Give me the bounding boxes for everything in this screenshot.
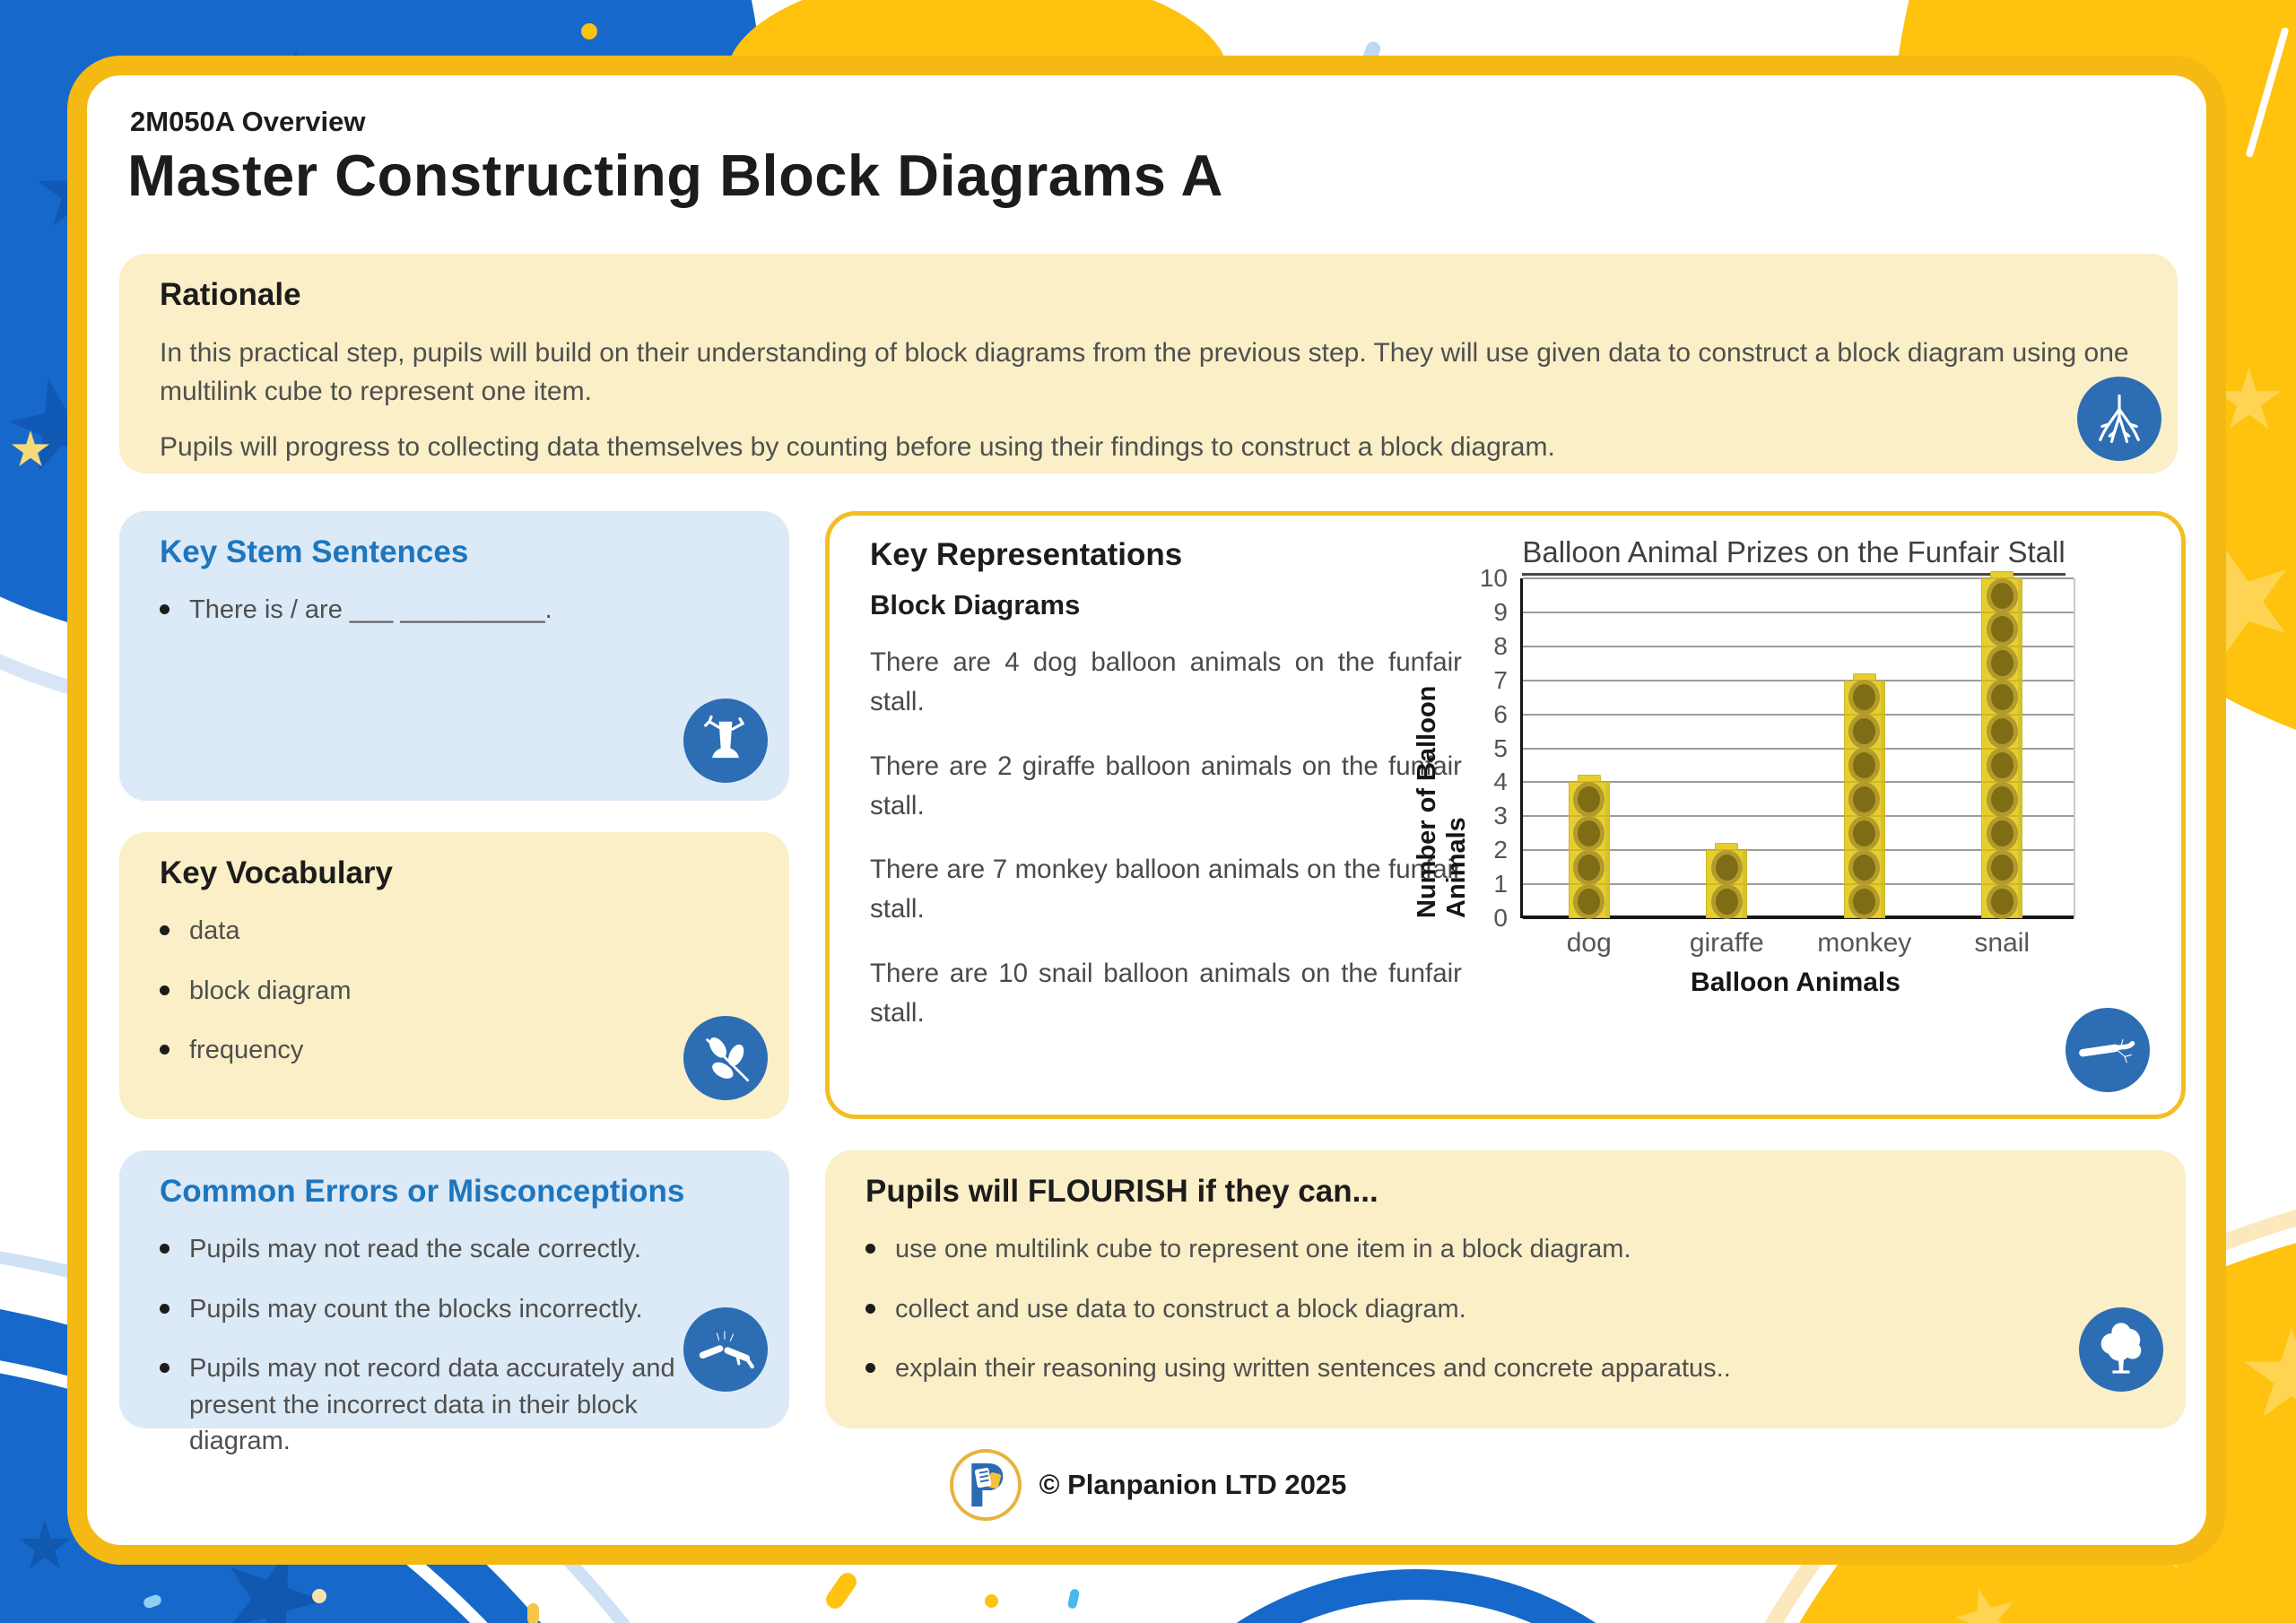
x-category-label: giraffe <box>1689 928 1764 958</box>
document-code: 2M050A Overview <box>130 106 366 137</box>
common-errors-list <box>160 1231 749 1460</box>
rationale-paragraphs <box>160 334 2137 467</box>
flourish-list <box>865 1231 2145 1387</box>
bullet-text: Pupils may not read the scale correctly. <box>189 1235 641 1263</box>
cube-stud <box>1578 820 1600 846</box>
planpanion-logo <box>950 1449 1022 1521</box>
multilink-cube <box>1981 749 2022 783</box>
cube-stud <box>1716 855 1738 881</box>
paragraph: There are 4 dog balloon animals on the funfair stall. <box>870 647 1462 717</box>
flourish-heading: Pupils will FLOURISH if they can... <box>865 1174 1378 1209</box>
cube-nub <box>1715 843 1738 850</box>
cube-stud <box>1578 786 1600 812</box>
y-tick-label: 0 <box>1493 904 1508 932</box>
common-errors-section <box>119 1150 789 1456</box>
list-item <box>865 1350 2145 1387</box>
chart-title: Balloon Animal Prizes on the Funfair Stall <box>1507 535 2081 569</box>
cube-stud <box>1991 855 2013 881</box>
decorative-arc <box>1090 1569 1743 1623</box>
paragraph: There are 10 snail balloon animals on the funfair stall. <box>870 958 1462 1028</box>
multilink-cube <box>1569 782 1610 816</box>
multilink-cube <box>1981 884 2022 918</box>
paragraph: In this practical step, pupils will build on their understanding of block diagrams from the previous step. They will use given data to construct a block diagram using one multilink cube to represent one item. <box>160 338 2129 406</box>
bullet-text: collect and use data to construct a block diagram. <box>895 1294 1466 1324</box>
bullet-dot <box>865 1244 875 1254</box>
confetti <box>312 1589 326 1603</box>
bullet-text: Pupils may count the blocks incorrectly. <box>189 1294 643 1324</box>
tree-icon <box>2079 1307 2163 1392</box>
confetti <box>822 1569 860 1612</box>
rationale-heading: Rationale <box>160 277 301 312</box>
cube-bar <box>1706 843 1747 918</box>
multilink-cube <box>1981 816 2022 850</box>
paragraph: There are 2 giraffe balloon animals on the funfair stall. <box>870 751 1462 820</box>
key-stem-sentences-list <box>160 592 749 629</box>
list-item <box>160 913 749 950</box>
x-category-label: snail <box>1974 928 2031 958</box>
cube-bar <box>1569 775 1610 918</box>
y-tick-label: 6 <box>1493 699 1508 728</box>
multilink-cube <box>1981 578 2022 612</box>
bullet-dot <box>160 1363 170 1373</box>
list-item <box>160 1032 749 1069</box>
multilink-cube <box>1844 782 1885 816</box>
chart-y-ticks <box>1470 564 1511 932</box>
bullet-text: data <box>189 916 240 945</box>
multilink-cube <box>1706 884 1747 918</box>
flourish-section <box>825 1150 2186 1428</box>
cube-stud <box>1991 786 2013 812</box>
key-representations-heading: Key Representations <box>870 537 1183 572</box>
cube-stud <box>1991 752 2013 778</box>
key-representations-section <box>825 511 2186 1119</box>
bullet-text: Pupils may not record data accurately and present the incorrect data in their block diagram. <box>189 1354 675 1456</box>
cube-stud <box>1578 855 1600 881</box>
bullet-dot <box>160 604 170 614</box>
bullet-text: block diagram <box>189 976 352 1005</box>
list-item <box>160 1231 698 1268</box>
cube-stud <box>1991 889 2013 915</box>
y-tick-label: 5 <box>1493 733 1508 762</box>
cube-stud <box>1991 718 2013 744</box>
bullet-dot <box>160 1045 170 1055</box>
cube-stud <box>1991 650 2013 676</box>
cube-stud <box>1853 684 1875 710</box>
multilink-cube <box>1981 850 2022 884</box>
confetti <box>581 23 597 39</box>
key-representations-paragraphs <box>870 643 1462 1057</box>
cube-stud <box>1991 616 2013 642</box>
multilink-cube <box>1844 884 1885 918</box>
multilink-cube <box>1844 681 1885 715</box>
cube-stud <box>1853 820 1875 846</box>
cube-stud <box>1991 820 2013 846</box>
chart-bars <box>1520 578 2071 918</box>
confetti <box>985 1594 998 1608</box>
bullet-text: There is / are ___ __________. <box>189 595 552 624</box>
bullet-dot <box>160 1244 170 1254</box>
multilink-cube <box>1981 681 2022 715</box>
x-category-label: dog <box>1566 928 1612 958</box>
list-item <box>160 973 749 1010</box>
y-tick-label: 1 <box>1493 870 1508 898</box>
bullet-dot <box>160 1304 170 1314</box>
bullet-text: use one multilink cube to represent one item in a block diagram. <box>895 1235 1631 1263</box>
rationale-section <box>119 254 2178 473</box>
cube-stud <box>1853 718 1875 744</box>
cube-stud <box>1853 889 1875 915</box>
chart-x-axis-label: Balloon Animals <box>1691 968 1900 997</box>
multilink-cube <box>1569 884 1610 918</box>
cube-stud <box>1853 786 1875 812</box>
broken-branch-icon <box>683 1307 768 1392</box>
multilink-cube <box>1844 749 1885 783</box>
multilink-cube <box>1569 816 1610 850</box>
cube-bar <box>1981 571 2022 918</box>
y-tick-label: 2 <box>1493 836 1508 864</box>
cube-nub <box>1990 571 2013 578</box>
key-representations-subheading: Block Diagrams <box>870 589 1081 621</box>
multilink-cube <box>1844 816 1885 850</box>
confetti <box>1067 1588 1080 1610</box>
y-tick-label: 3 <box>1493 802 1508 830</box>
key-vocabulary-heading: Key Vocabulary <box>160 855 394 890</box>
cube-stud <box>1853 752 1875 778</box>
cube-stud <box>1991 684 2013 710</box>
list-item <box>160 1291 698 1328</box>
multilink-cube <box>1706 850 1747 884</box>
cube-stud <box>1991 583 2013 609</box>
bullet-dot <box>865 1304 875 1314</box>
bullet-dot <box>160 985 170 995</box>
y-tick-label: 10 <box>1479 564 1508 592</box>
bullet-text: explain their reasoning using written sentences and concrete apparatus.. <box>895 1354 1731 1384</box>
paragraph: Pupils will progress to collecting data themselves by counting before using their findings to construct a block diagram. <box>160 432 1555 463</box>
multilink-cube <box>1844 850 1885 884</box>
common-errors-heading: Common Errors or Misconceptions <box>160 1174 685 1209</box>
multilink-cube <box>1569 850 1610 884</box>
copyright-text: © Planpanion LTD 2025 <box>1039 1469 1347 1500</box>
cube-bar <box>1844 673 1885 918</box>
tree-trunk-icon <box>683 699 768 783</box>
list-item <box>865 1291 2145 1328</box>
multilink-cube <box>1844 715 1885 749</box>
cube-stud <box>1853 855 1875 881</box>
cube-stud <box>1716 889 1738 915</box>
multilink-cube <box>1981 647 2022 681</box>
footer <box>0 1442 2296 1528</box>
y-tick-label: 8 <box>1493 631 1508 660</box>
multilink-cube <box>1981 782 2022 816</box>
multilink-cube <box>1981 715 2022 749</box>
key-vocabulary-list <box>160 913 749 1069</box>
paragraph: There are 7 monkey balloon animals on the funfair stall. <box>870 855 1462 924</box>
multilink-cube <box>1981 612 2022 647</box>
page-title: Master Constructing Block Diagrams A <box>127 143 1223 208</box>
list-item <box>160 592 749 629</box>
x-category-label: monkey <box>1817 928 1912 958</box>
bullet-dot <box>865 1363 875 1373</box>
branch-icon <box>2066 1008 2150 1092</box>
key-stem-sentences-heading: Key Stem Sentences <box>160 534 469 569</box>
chart-x-labels <box>1520 928 2071 959</box>
cube-nub <box>1853 673 1876 681</box>
leaves-icon <box>683 1016 768 1100</box>
list-item <box>865 1231 2145 1268</box>
bullet-dot <box>160 925 170 935</box>
y-tick-label: 9 <box>1493 597 1508 626</box>
confetti <box>527 1603 539 1623</box>
y-tick-label: 4 <box>1493 768 1508 796</box>
roots-icon <box>2077 377 2161 461</box>
cube-nub <box>1578 775 1601 782</box>
chart-y-axis-label: Number of Balloon Animals <box>1413 685 1471 918</box>
bullet-text: frequency <box>189 1036 304 1065</box>
cube-stud <box>1578 889 1600 915</box>
y-tick-label: 7 <box>1493 665 1508 694</box>
